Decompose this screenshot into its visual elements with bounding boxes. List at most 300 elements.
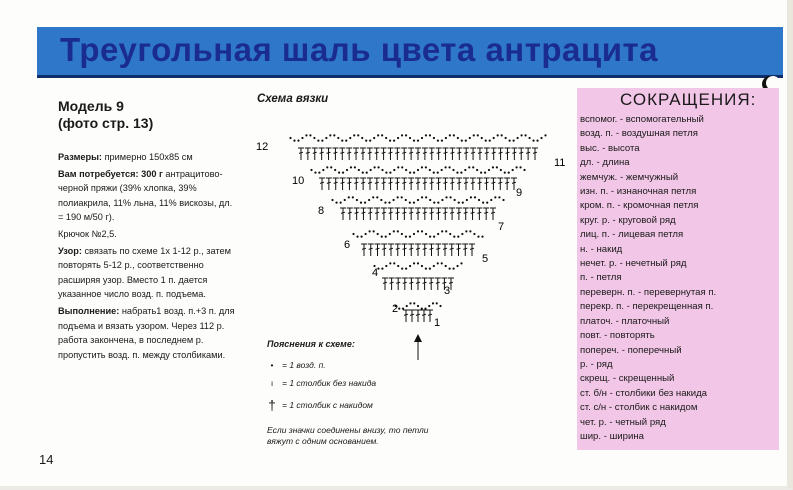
model-name: Модель 9 — [58, 98, 124, 114]
chain-stitch-mark — [334, 169, 336, 171]
chain-stitch-mark — [393, 230, 395, 232]
double-crochet-mark — [375, 212, 379, 213]
row-number-label: 10 — [292, 175, 305, 187]
double-crochet-mark — [320, 152, 324, 153]
chain-stitch-mark — [465, 230, 467, 232]
chain-stitch-mark — [402, 307, 404, 309]
chain-stitch-mark — [413, 171, 415, 173]
chain-stitch-mark — [460, 171, 462, 173]
double-crochet-mark — [388, 152, 392, 153]
chain-stitch-mark — [486, 201, 488, 203]
chain-stitch-mark — [409, 302, 411, 304]
double-crochet-mark — [457, 248, 461, 249]
chain-stitch-mark — [417, 305, 419, 307]
double-crochet-mark — [498, 182, 502, 183]
chain-stitch-mark — [508, 171, 510, 173]
chain-stitch-mark — [469, 230, 471, 232]
abbreviation-item: п. - петля — [580, 272, 622, 284]
chain-stitch-mark — [405, 169, 407, 171]
double-crochet-mark — [464, 152, 468, 153]
double-crochet-mark — [429, 282, 433, 283]
double-crochet-mark — [471, 212, 475, 213]
double-crochet-mark — [382, 152, 386, 153]
double-crochet-mark — [423, 282, 427, 283]
chain-stitch-mark — [477, 235, 479, 237]
abbreviation-item: кром. п. - кромочная петля — [580, 200, 699, 212]
double-crochet-mark — [526, 152, 530, 153]
chain-stitch-mark — [385, 171, 387, 173]
chain-stitch-mark — [421, 196, 423, 198]
chain-stitch-mark — [313, 137, 315, 139]
double-crochet-mark — [416, 182, 420, 183]
chain-stitch-mark — [474, 196, 476, 198]
chain-stitch-mark — [425, 233, 427, 235]
chain-stitch-mark — [494, 196, 496, 198]
double-crochet-mark — [409, 212, 413, 213]
chain-stitch-mark — [317, 139, 319, 141]
chain-stitch-mark — [498, 196, 500, 198]
double-crochet-mark — [396, 282, 400, 283]
chain-stitch-mark — [433, 171, 435, 173]
chain-stitch-mark — [352, 233, 354, 235]
chain-stitch-mark — [489, 139, 491, 141]
chain-stitch-mark — [512, 169, 514, 171]
chain-stitch-mark — [456, 265, 458, 267]
chain-stitch-mark — [356, 199, 358, 201]
double-crochet-mark — [354, 152, 358, 153]
double-crochet-mark — [375, 182, 379, 183]
double-crochet-mark — [361, 152, 365, 153]
chain-stitch-mark — [465, 139, 467, 141]
double-crochet-mark — [430, 248, 434, 249]
chain-stitch-mark — [365, 139, 367, 141]
double-crochet-mark — [478, 152, 482, 153]
double-crochet-mark — [519, 152, 523, 153]
chain-stitch-mark — [401, 267, 403, 269]
row-number-label: 3 — [444, 285, 451, 297]
chain-stitch-mark — [528, 137, 530, 139]
double-crochet-mark — [436, 212, 440, 213]
double-crochet-mark — [409, 248, 413, 249]
double-crochet-mark — [389, 212, 393, 213]
chain-stitch-mark — [425, 267, 427, 269]
chain-stitch-mark — [461, 139, 463, 141]
double-crochet-mark — [333, 152, 337, 153]
abbreviation-item: возд. п. - воздушная петля — [580, 128, 698, 140]
chain-stitch-mark — [433, 201, 435, 203]
chain-stitch-mark — [429, 199, 431, 201]
chain-stitch-mark — [322, 169, 324, 171]
chain-stitch-mark — [409, 201, 411, 203]
scheme-title: Схема вязки — [257, 93, 329, 105]
chain-stitch-mark — [433, 137, 435, 139]
chain-stitch-mark — [497, 134, 499, 136]
chain-stitch-mark — [488, 169, 490, 171]
chain-stitch-mark — [405, 267, 407, 269]
double-crochet-mark — [416, 282, 420, 283]
double-crochet-mark — [409, 282, 413, 283]
chain-stitch-mark — [437, 262, 439, 264]
double-crochet-mark — [464, 182, 468, 183]
chain-stitch-mark — [360, 201, 362, 203]
needs-paragraph: Вам потребуется: 300 г антрацитово-черной пряжи (39% хлопка, 39% полиакрила, 11% льна, 11% вискозы, дл. = 190 м/50 г). — [58, 168, 233, 223]
abbreviation-item: чет. р. - четный ряд — [580, 416, 666, 428]
double-crochet-mark — [409, 152, 413, 153]
single-crochet-icon: ı — [270, 378, 274, 388]
chain-stitch-icon: • — [270, 360, 274, 370]
chain-stitch-mark — [321, 139, 323, 141]
double-crochet-mark — [341, 212, 345, 213]
chain-stitch-mark — [456, 171, 458, 173]
double-crochet-mark — [443, 182, 447, 183]
chain-stitch-mark — [437, 233, 439, 235]
chain-stitch-mark — [372, 196, 374, 198]
double-crochet-mark — [437, 152, 441, 153]
model-photo-ref: (фото стр. 13) — [58, 115, 154, 131]
double-crochet-mark — [347, 182, 351, 183]
chain-stitch-mark — [441, 139, 443, 141]
chain-stitch-mark — [381, 169, 383, 171]
double-crochet-mark — [436, 248, 440, 249]
legend-text: = 1 возд. п. — [282, 360, 326, 370]
legend-item-dc — [262, 397, 373, 413]
chain-stitch-mark — [397, 137, 399, 139]
double-crochet-mark — [306, 152, 310, 153]
chain-stitch-mark — [389, 233, 391, 235]
chain-stitch-mark — [501, 134, 503, 136]
chain-stitch-mark — [441, 230, 443, 232]
chain-stitch-mark — [473, 233, 475, 235]
chain-stitch-mark — [331, 199, 333, 201]
abbreviation-item: ст. б/н - столбики без накида — [580, 387, 708, 399]
double-crochet-mark — [341, 182, 345, 183]
chain-stitch-mark — [406, 305, 408, 307]
chain-stitch-mark — [433, 235, 435, 237]
chain-stitch-mark — [445, 230, 447, 232]
legend-note: Если значки соединены внизу, то петли вяжут с одним основанием. — [267, 425, 429, 446]
chain-stitch-mark — [337, 137, 339, 139]
double-crochet-mark — [499, 152, 503, 153]
chain-stitch-mark — [457, 137, 459, 139]
chain-stitch-mark — [417, 139, 419, 141]
chain-stitch-mark — [532, 139, 534, 141]
double-crochet-mark — [382, 212, 386, 213]
chain-stitch-mark — [449, 267, 451, 269]
abbreviation-item: переверн. п. - перевернутая п. — [580, 286, 717, 298]
double-crochet-mark — [395, 152, 399, 153]
double-crochet-mark — [361, 212, 365, 213]
abbreviations-title: СОКРАЩЕНИЯ: — [620, 90, 757, 109]
chain-stitch-mark — [401, 166, 403, 168]
chain-stitch-mark — [297, 139, 299, 141]
double-crochet-mark — [450, 212, 454, 213]
chain-stitch-mark — [405, 199, 407, 201]
chain-stitch-mark — [370, 169, 372, 171]
chain-stitch-mark — [464, 169, 466, 171]
model-title — [58, 98, 153, 132]
double-crochet-mark — [430, 152, 434, 153]
chain-stitch-mark — [392, 199, 394, 201]
double-crochet-mark — [416, 212, 420, 213]
chain-stitch-mark — [448, 166, 450, 168]
chain-stitch-mark — [330, 166, 332, 168]
chain-stitch-mark — [421, 307, 423, 309]
double-crochet-mark — [512, 182, 516, 183]
double-crochet-mark — [533, 152, 537, 153]
double-crochet-mark — [450, 152, 454, 153]
chain-stitch-mark — [417, 199, 419, 201]
abbreviation-item: р. - ряд — [580, 358, 613, 370]
chain-stitch-mark — [421, 166, 423, 168]
chain-stitch-mark — [364, 233, 366, 235]
double-crochet-mark — [403, 282, 407, 283]
chain-stitch-mark — [356, 235, 358, 237]
abbreviation-item: платоч. - платочный — [580, 315, 670, 327]
chain-stitch-mark — [413, 139, 415, 141]
double-crochet-mark — [340, 152, 344, 153]
abbreviation-item: шир. - ширина — [580, 430, 644, 442]
double-crochet-mark — [396, 248, 400, 249]
double-crochet-mark — [491, 182, 495, 183]
chain-stitch-mark — [352, 196, 354, 198]
chain-stitch-mark — [381, 267, 383, 269]
chain-stitch-mark — [436, 302, 438, 304]
chain-stitch-mark — [540, 137, 542, 139]
double-crochet-mark — [512, 152, 516, 153]
double-crochet-mark — [430, 212, 434, 213]
chain-stitch-mark — [413, 262, 415, 264]
chain-stitch-mark — [357, 134, 359, 136]
double-crochet-mark — [383, 282, 387, 283]
sizes-paragraph: Размеры: примерно 150х85 см — [58, 152, 193, 162]
chain-stitch-mark — [377, 233, 379, 235]
double-crochet-mark — [457, 152, 461, 153]
chain-stitch-mark — [490, 199, 492, 201]
double-crochet-mark — [382, 248, 386, 249]
row-number-label: 11 — [554, 157, 566, 169]
chain-stitch-mark — [492, 166, 494, 168]
double-crochet-mark — [485, 152, 489, 153]
double-crochet-mark — [382, 182, 386, 183]
double-crochet-mark — [403, 248, 407, 249]
row-number-label: 1 — [434, 317, 441, 329]
chain-stitch-mark — [413, 201, 415, 203]
double-crochet-mark — [334, 182, 338, 183]
chain-stitch-mark — [409, 235, 411, 237]
double-crochet-mark — [442, 282, 446, 283]
double-crochet-mark — [410, 314, 414, 315]
abbreviation-item: изн. п. - изнаночная петля — [580, 186, 697, 198]
chain-stitch-mark — [305, 134, 307, 136]
double-crochet-mark — [348, 212, 352, 213]
chain-stitch-mark — [437, 171, 439, 173]
chain-stitch-mark — [513, 139, 515, 141]
chain-stitch-mark — [421, 230, 423, 232]
chain-stitch-mark — [338, 171, 340, 173]
double-crochet-mark — [450, 182, 454, 183]
chain-stitch-mark — [437, 201, 439, 203]
chain-stitch-mark — [460, 262, 462, 264]
description — [58, 150, 238, 364]
double-crochet-mark — [402, 152, 406, 153]
double-crochet-mark — [457, 212, 461, 213]
abbreviation-item: попереч. - поперечный — [580, 344, 682, 356]
chain-stitch-mark — [453, 134, 455, 136]
chain-stitch-mark — [325, 137, 327, 139]
double-crochet-mark — [320, 182, 324, 183]
double-crochet-mark — [361, 182, 365, 183]
chain-stitch-mark — [461, 233, 463, 235]
chain-stitch-mark — [472, 166, 474, 168]
chain-stitch-mark — [389, 262, 391, 264]
chain-stitch-mark — [468, 166, 470, 168]
chain-stitch-mark — [432, 302, 434, 304]
chain-stitch-mark — [493, 137, 495, 139]
double-crochet-mark — [368, 152, 372, 153]
chain-stitch-mark — [429, 169, 431, 171]
double-crochet-mark — [389, 182, 393, 183]
chain-stitch-mark — [314, 171, 316, 173]
chain-stitch-mark — [509, 139, 511, 141]
chain-stitch-mark — [397, 230, 399, 232]
chain-stitch-mark — [500, 169, 502, 171]
chain-stitch-mark — [480, 171, 482, 173]
chain-stitch-mark — [445, 265, 447, 267]
chain-stitch-mark — [361, 137, 363, 139]
chain-stitch-mark — [520, 134, 522, 136]
double-crochet-mark — [457, 182, 461, 183]
chain-stitch-mark — [385, 265, 387, 267]
chain-stitch-mark — [393, 169, 395, 171]
chain-stitch-mark — [362, 171, 364, 173]
double-crochet-mark — [444, 152, 448, 153]
chain-stitch-mark — [373, 230, 375, 232]
abbreviation-item: н. - накид — [580, 243, 623, 255]
double-crochet-mark — [416, 248, 420, 249]
double-crochet-mark — [423, 248, 427, 249]
double-crochet-mark — [471, 182, 475, 183]
legend-text: = 1 столбик с накидом — [282, 400, 373, 410]
chain-stitch-mark — [340, 201, 342, 203]
chain-stitch-mark — [397, 166, 399, 168]
chain-stitch-mark — [413, 302, 415, 304]
chain-stitch-mark — [374, 166, 376, 168]
row-number-label: 12 — [256, 141, 269, 153]
chain-stitch-mark — [452, 267, 454, 269]
double-crochet-mark — [396, 212, 400, 213]
chain-stitch-mark — [342, 171, 344, 173]
chain-stitch-mark — [309, 134, 311, 136]
diagram-marks — [289, 134, 546, 322]
chain-stitch-mark — [453, 235, 455, 237]
page-title: Треугольная шаль цвета антрацита — [60, 31, 658, 68]
chain-stitch-mark — [344, 199, 346, 201]
double-crochet-mark — [327, 182, 331, 183]
chain-stitch-mark — [417, 169, 419, 171]
chain-stitch-mark — [348, 196, 350, 198]
chain-stitch-mark — [429, 267, 431, 269]
chain-stitch-mark — [326, 166, 328, 168]
chain-stitch-mark — [389, 139, 391, 141]
chain-stitch-mark — [369, 230, 371, 232]
double-crochet-mark — [369, 248, 373, 249]
chain-stitch-mark — [385, 137, 387, 139]
chain-stitch-mark — [466, 199, 468, 201]
chain-stitch-mark — [417, 230, 419, 232]
double-crochet-icon: † — [268, 397, 276, 413]
chain-stitch-mark — [377, 166, 379, 168]
abbreviation-item: круг. р. - круговой ряд — [580, 214, 676, 226]
chain-stitch-mark — [373, 137, 375, 139]
double-crochet-mark — [464, 212, 468, 213]
double-crochet-mark — [416, 314, 420, 315]
chain-stitch-mark — [318, 171, 320, 173]
double-crochet-mark — [423, 152, 427, 153]
double-crochet-mark — [423, 212, 427, 213]
chain-stitch-mark — [523, 169, 525, 171]
chain-stitch-mark — [452, 169, 454, 171]
double-crochet-mark — [471, 152, 475, 153]
double-crochet-mark — [492, 152, 496, 153]
chain-stitch-mark — [519, 166, 521, 168]
chain-stitch-mark — [389, 171, 391, 173]
chain-stitch-mark — [470, 196, 472, 198]
chain-stitch-mark — [397, 196, 399, 198]
chain-stitch-mark — [401, 134, 403, 136]
chain-stitch-mark — [504, 171, 506, 173]
chain-stitch-mark — [485, 139, 487, 141]
abbreviation-item: нечет. р. - нечетный ряд — [580, 258, 687, 270]
chain-stitch-mark — [445, 137, 447, 139]
chain-stitch-mark — [364, 201, 366, 203]
abbreviation-item: лиц. п. - лицевая петля — [580, 229, 684, 241]
abbreviation-item: повт. - повторять — [580, 330, 655, 342]
chain-stitch-mark — [481, 137, 483, 139]
crochet-diagram — [248, 112, 578, 362]
row-number-label: 5 — [482, 253, 489, 265]
double-crochet-mark — [428, 314, 432, 315]
chain-stitch-mark — [441, 199, 443, 201]
double-crochet-mark — [390, 282, 394, 283]
chain-stitch-mark — [425, 196, 427, 198]
chain-stitch-mark — [350, 166, 352, 168]
chain-stitch-mark — [429, 134, 431, 136]
abbreviation-item: дл. - длина — [580, 157, 630, 169]
chain-stitch-mark — [293, 139, 295, 141]
chain-stitch-mark — [384, 201, 386, 203]
chain-stitch-mark — [524, 134, 526, 136]
chain-stitch-mark — [469, 137, 471, 139]
chain-stitch-mark — [502, 199, 504, 201]
double-crochet-mark — [375, 152, 379, 153]
legend-text: = 1 столбик без накида — [282, 378, 377, 388]
chain-stitch-mark — [454, 199, 456, 201]
double-crochet-mark — [437, 182, 441, 183]
double-crochet-mark — [402, 182, 406, 183]
double-crochet-mark — [484, 212, 488, 213]
double-crochet-mark — [313, 152, 317, 153]
double-crochet-mark — [436, 282, 440, 283]
chain-stitch-mark — [310, 169, 312, 171]
chain-stitch-mark — [457, 235, 459, 237]
chain-stitch-mark — [380, 199, 382, 201]
double-crochet-mark — [505, 182, 509, 183]
double-crochet-mark — [485, 182, 489, 183]
double-crochet-mark — [443, 248, 447, 249]
legend-item-sc — [262, 378, 376, 388]
row-labels — [256, 141, 565, 329]
chain-stitch-mark — [433, 265, 435, 267]
